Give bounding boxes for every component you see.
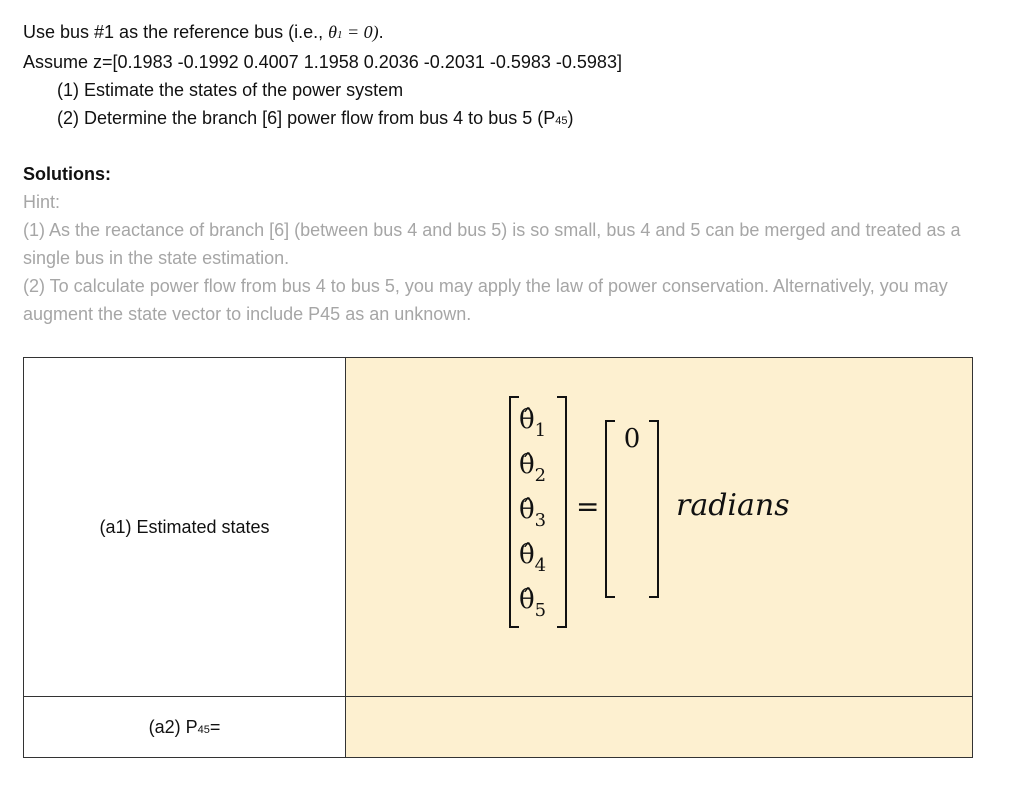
hint-1: (1) As the reactance of branch [6] (between bus 4 and bus 5) is so small, bus 4 and 5 can be merged and treated as a single bus in the state estimation. (23, 220, 961, 268)
intro-line-1: Use bus #1 as the reference bus (i.e., θ1 = 0). (23, 22, 384, 42)
answer-row-states (24, 358, 973, 697)
theta1-value: 0 (623, 424, 641, 454)
theta1-equation: θ1 = 0) (328, 22, 379, 42)
intro-measurement-vector: Assume z=[0.1983 -0.1992 0.4007 1.1958 0.2036 -0.2031 -0.5983 -0.5983] (23, 52, 622, 72)
estimated-states-answer-cell[interactable] (346, 358, 973, 697)
p45-label: (a2) P45= (24, 697, 346, 758)
units-label: radians (676, 488, 790, 523)
solutions-heading: Solutions: (23, 164, 111, 184)
equals-sign: = (576, 490, 600, 523)
state-vector-right-bracket (557, 396, 567, 628)
hint-label: Hint: (23, 192, 61, 212)
state-vector (509, 396, 567, 624)
state-entry: $\thetâ_3$ (519, 495, 547, 531)
state-entry: $\thetâ_2$ (519, 450, 547, 486)
state-entry: $\thetâ_5$ (519, 585, 547, 621)
answer-table (23, 357, 973, 758)
estimated-states-label: (a1) Estimated states (24, 358, 346, 697)
state-vector-left-bracket (509, 396, 519, 628)
hint-2: (2) To calculate power flow from bus 4 to bus 5, you may apply the law of power conservation. Alternatively, you may augment the state vector to include P45 as an unknown. (23, 276, 948, 324)
answer-row-p45 (24, 697, 973, 758)
p45-answer-cell[interactable] (346, 697, 973, 758)
question-1: (1) Estimate the states of the power system (57, 80, 404, 100)
question-2: (2) Determine the branch [6] power flow from bus 4 to bus 5 (P45) (57, 108, 574, 128)
state-entry: $\thetâ_1$ (519, 405, 547, 441)
state-entry: $\thetâ_4$ (519, 540, 547, 576)
answer-vector[interactable] (605, 420, 659, 594)
